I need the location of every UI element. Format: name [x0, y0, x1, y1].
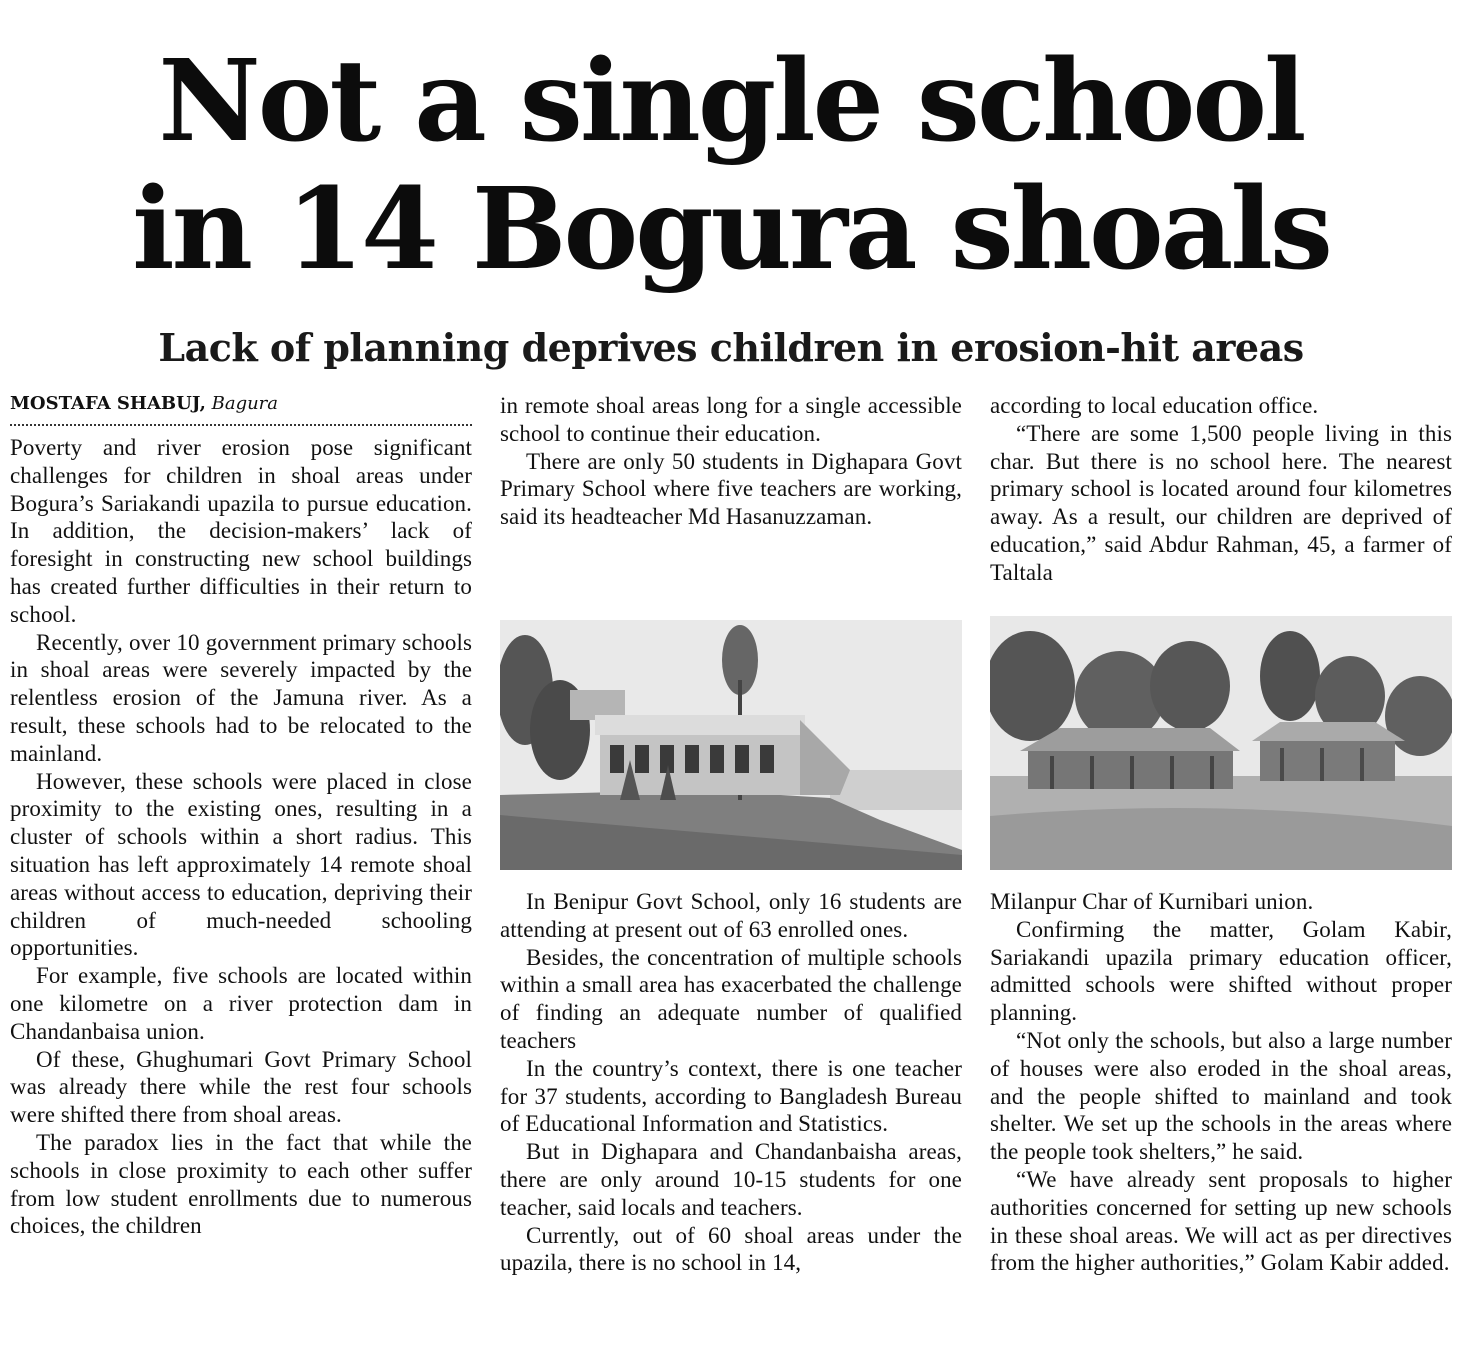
paragraph: The paradox lies in the fact that while the schools in close proximity to each other suffer from low student enrollments due to numerous choices, the children: [10, 1129, 472, 1239]
subheadline: Lack of planning deprives children in erosion-hit areas: [158, 325, 1304, 370]
paragraph: Poverty and river erosion pose significant challenges for children in shoal areas under Bogura’s Sariakandi upazila to pursue education. In addition, the decision-makers’ lack of foresight in constructing new school buildings has created further difficulties in their return to school.: [10, 435, 472, 627]
byline: [10, 392, 472, 426]
paragraph: “There are some 1,500 people living in this char. But there is no school here. The nearest primary school is located around four kilometres away. As a result, our children are deprived of education,” said Abdur Rahman, 45, a farmer of Taltala: [990, 420, 1452, 585]
paragraph: in remote shoal areas long for a single accessible school to continue their education.: [500, 393, 962, 446]
paragraph: Besides, the concentration of multiple schools within a small area has exacerbated the challenge of finding an adequate number of qualified teachers: [500, 944, 962, 1053]
paragraph: Currently, out of 60 shoal areas under the upazila, there is no school in 14,: [500, 1222, 962, 1276]
paragraph: Confirming the matter, Golam Kabir, Sariakandi upazila primary education officer, admitted schools were shifted without proper planning.: [990, 916, 1452, 1026]
article-column-1: [10, 392, 472, 1240]
paragraph: In the country’s context, there is one teacher for 37 students, according to Bangladesh Bureau of Educational Information and Statistics.: [500, 1055, 962, 1137]
headline-line-2: in 14 Bogura shoals: [132, 164, 1330, 295]
byline-location: Bagura: [211, 393, 279, 414]
paragraph: Milanpur Char of Kurnibari union.: [990, 889, 1314, 914]
paragraph: Of these, Ghughumari Govt Primary School was already there while the rest four schools were shifted there from shoal areas.: [10, 1046, 472, 1128]
paragraph: In Benipur Govt School, only 16 students are attending at present out of 63 enrolled ones.: [500, 889, 962, 942]
article-column-2-top: [500, 392, 962, 531]
article-column-3-bottom: [990, 888, 1452, 1277]
paragraph: There are only 50 students in Dighapara Govt Primary School where five teachers are working, said its headteacher Md Hasanuzzaman.: [500, 448, 962, 530]
article-column-2-bottom: [500, 888, 962, 1277]
headline-line-1: Not a single school: [158, 36, 1304, 167]
paragraph: However, these schools were placed in close proximity to the existing ones, resulting in a cluster of schools within a short radius. This situation has left approximately 14 remote shoal areas without access to education, depriving their children of much-needed schooling opportunities.: [10, 768, 472, 961]
byline-author: MOSTAFA SHABUJ,: [10, 393, 206, 414]
paragraph: Recently, over 10 government primary schools in shoal areas were severely impacted by the relentless erosion of the Jamuna river. As a result, these schools had to be relocated to the mainland.: [10, 629, 472, 766]
paragraph: For example, five schools are located within one kilometre on a river protection dam in Chandanbaisa union.: [10, 963, 472, 1044]
paragraph: “We have already sent proposals to higher authorities concerned for setting up new schools in these shoal areas. We will act as per directives from the higher authorities,” Golam Kabir added.: [990, 1166, 1452, 1276]
paragraph: according to local education office.: [990, 393, 1319, 418]
article-column-3-top: [990, 392, 1452, 587]
paragraph: “Not only the schools, but also a large number of houses were also eroded in the shoal areas, and the people shifted to mainland and took shelter. We set up the schools in the areas where the people took shelters,” he said.: [990, 1027, 1452, 1165]
photo-tin-roof-school-image: [990, 616, 1452, 870]
photo-eroded-school-by-river: [500, 620, 962, 870]
headline: [0, 38, 1462, 294]
photo-eroded-school-image: [500, 620, 962, 870]
paragraph: But in Dighapara and Chandanbaisha areas, there are only around 10-15 students for one teacher, said locals and teachers.: [500, 1139, 962, 1220]
photo-tin-roof-school: [990, 616, 1452, 870]
